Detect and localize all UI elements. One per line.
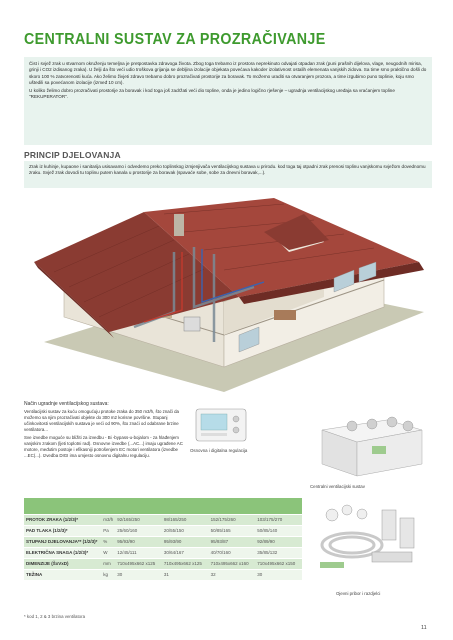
table-header-row	[24, 498, 302, 514]
install-caption: Način ugradnje ventilacijskog sustava:	[24, 401, 109, 407]
install-text	[24, 409, 184, 461]
row-value: 50/85/165	[209, 525, 256, 536]
controller-image	[192, 405, 250, 445]
intro-paragraph-1: Čist i svjež zrak u stvarnom okruženju temeljna je pretpostavka zdravoga života. Zbog toga trebamo iz prostora neprekinuto odvajati otpadan zrak (puni prašnih dijelova, vlage, neugodnih mirisa, grinji i CO2 izdisanog zraka). U želji da što veći udio troškova grijanja se debljina izolacije objekata povećava kakoder izolativnost ostalih elemenata vanjskih zidova. Sa time smo praktično došli do skoro 100 % zatvorenosti kuća. Ako želimo živjeti zdravo trebamo dobro prozračivati prostorije za boravak. To možemo uraditi sa otvaranjem prozora, a time izgubimo puno toplinie, koju smo uštedili sa povećanom izolacije (izmeđ 10 cm).	[29, 61, 427, 85]
unit-caption: Centralni ventilacijski sustav	[310, 484, 365, 489]
table-row	[24, 558, 302, 569]
ventilation-unit-image	[312, 410, 432, 480]
table-header-cell	[209, 498, 256, 514]
row-value: 40/70/160	[209, 547, 256, 558]
row-unit: m3/h	[101, 514, 115, 525]
install-paragraph-1: Ventilacijski sustav za kuću omogućuju protoke zraka do 350 m3/h, što znači da možemo sa njim prozračivati objekte do 300 m2 korisne površine. Stupanj učinkovitosti ventilacijskih sustava je veći od 90%, što znaći od odabrane brzine ventilatora...	[24, 409, 179, 432]
intro-paragraph-2: U koliko želimo dobro prozračivati prostorije za boravak i kod toga još zadržati veći dio topline, onda je jedino logično rješenje – ugradnja ventilacijskog uređaja sa vraćanjem topline "REKUPERATOR".	[29, 88, 395, 100]
row-label: PROTOK ZRAKA (1/2/3)*	[24, 514, 101, 525]
table-row	[24, 536, 302, 547]
row-value: 32	[209, 569, 256, 580]
row-label: TEŽINA	[24, 569, 101, 580]
row-value: 25/60/160	[115, 525, 162, 536]
page-title: CENTRALNI SUSTAV ZA PROZRAČIVANJE	[24, 31, 326, 48]
row-value: 30/64/167	[162, 547, 209, 558]
row-value: 92/165/250	[115, 514, 162, 525]
row-unit: kg	[101, 569, 115, 580]
table-header-cell	[162, 498, 209, 514]
row-value: 30	[115, 569, 162, 580]
principle-title: PRINCIP DJELOVANJA	[24, 150, 121, 160]
row-value: 30	[255, 569, 302, 580]
row-value: 20/55/150	[162, 525, 209, 536]
row-value: 710x495x662 x160	[209, 558, 256, 569]
row-value: 95/93/90	[115, 536, 162, 547]
row-value: 152/175/260	[209, 514, 256, 525]
row-value: 35/85/132	[255, 547, 302, 558]
row-value: 95/93/90	[162, 536, 209, 547]
row-value: 92/89/90	[255, 536, 302, 547]
table-row	[24, 525, 302, 536]
table-header-cell	[24, 498, 101, 514]
controller-caption: Osnovna i digitalna regulacija	[190, 448, 248, 453]
table-row	[24, 547, 302, 558]
row-label: ELEKTRIČNA SNAGA (1/2/3)*	[24, 547, 101, 558]
row-unit: Pa	[101, 525, 115, 536]
row-value: 710x495x662 x125	[162, 558, 209, 569]
install-paragraph-2: Sve izvedbe moguće su bližiti za izvedbu - Bi -bypass-u-bojalom - za hlađenjem vanjskim zrakom (ljeti toplotni rad). Osnovne izvedbe (...AC...) imaju ugrađene AC motore, međutim postoje i efikasniji potrošenjem EC motori ventilatora (izvedbe ...EC(...). Izvedba DIGI ima umjesto osnovnu digitalnu regulaciju.	[24, 435, 183, 458]
duct-parts-image	[312, 490, 432, 580]
parts-caption: Ojevni pribor i razdjelci	[336, 591, 381, 596]
row-value: 50/85/140	[255, 525, 302, 536]
row-value: 710x495x662 x150	[255, 558, 302, 569]
row-unit: mm	[101, 558, 115, 569]
row-label: DIMENZIJE (ŠxVxD)	[24, 558, 101, 569]
row-value: 12/45/111	[115, 547, 162, 558]
table-row	[24, 514, 302, 525]
row-unit: %	[101, 536, 115, 547]
row-label: PAD TLAKA (1/2/3)*	[24, 525, 101, 536]
house-cutaway-illustration	[24, 192, 432, 397]
page-number: 11	[421, 625, 427, 631]
row-value: 103/175/270	[255, 514, 302, 525]
row-value: 31	[162, 569, 209, 580]
intro-box	[24, 57, 432, 145]
principle-text: Zrak iz kuhinje, kupaone i sanitarija usisavamo i odvedemo preko toplinskog izmjenjivača ventilacijskog sustava u prirodu. kod toga taj otpadni zrak prenosi toplinu vanjskomu svježom dovednomu zraku. Svjež zrak dovodi tu toplinu putem kanala u prostorije za boravak (spavaće sobe, sobe za dnevni boravak,...).	[24, 161, 432, 188]
table-header-cell	[101, 498, 115, 514]
table-header-cell	[255, 498, 302, 514]
table-row	[24, 569, 302, 580]
row-unit: W	[101, 547, 115, 558]
specs-table	[24, 498, 302, 581]
row-value: 98/165/250	[162, 514, 209, 525]
row-label: STUPANJ DJELOVANJA** (1/2/3)*	[24, 536, 101, 547]
row-value: 95/93/87	[209, 536, 256, 547]
table-footnote: * kod 1, 2 & 3 brzina ventilatora	[24, 614, 86, 619]
table-header-cell	[115, 498, 162, 514]
row-value: 710x495x662 x125	[115, 558, 162, 569]
